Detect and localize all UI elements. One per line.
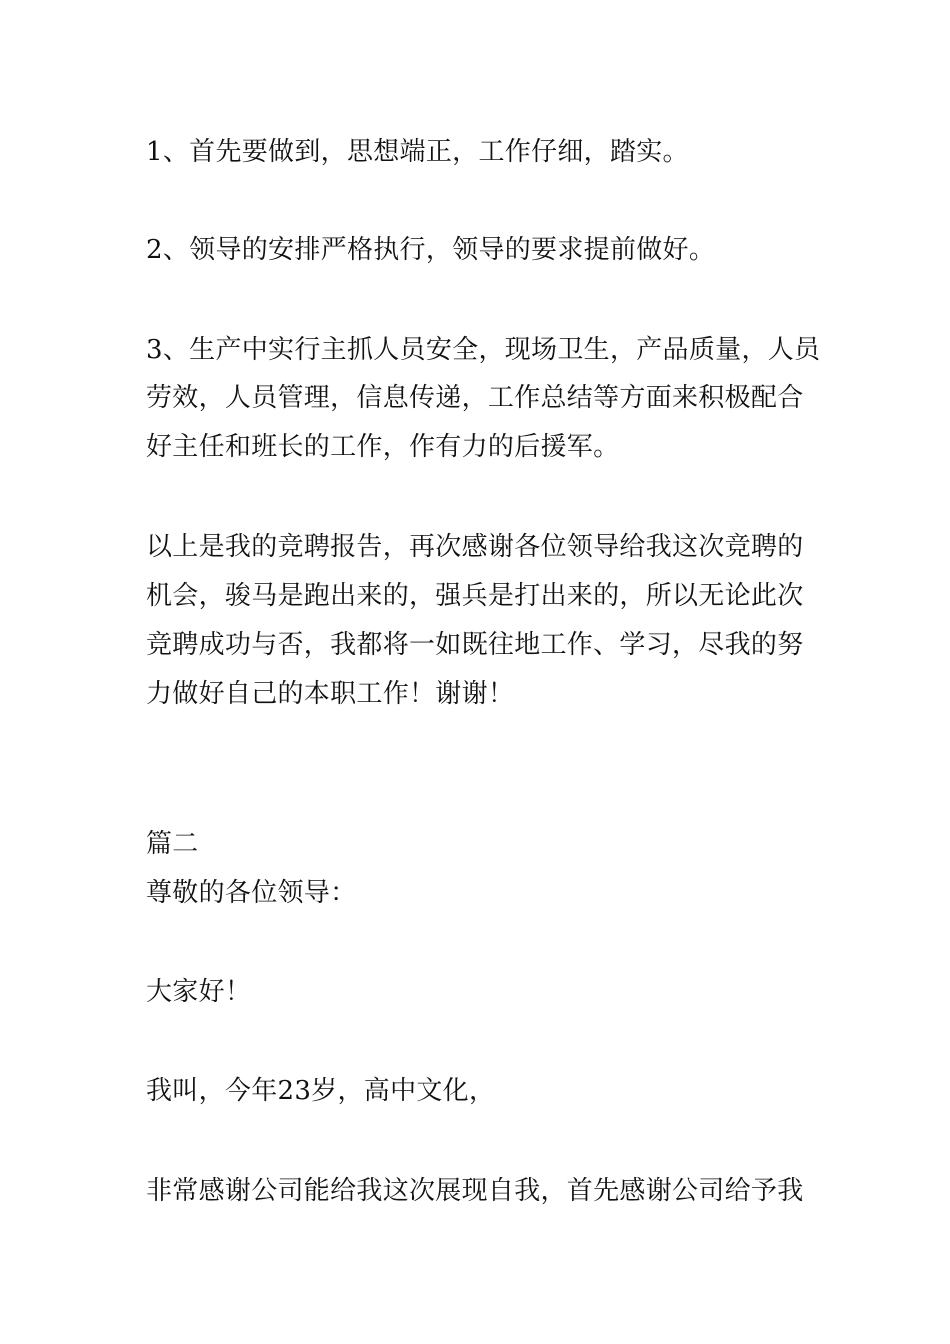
section-heading: 篇二	[146, 829, 199, 859]
list-item-2: 2、领导的安排严格执行，领导的要求提前做好。	[146, 235, 716, 265]
greeting: 大家好！	[146, 977, 252, 1007]
closing-paragraph-line-3: 竞聘成功与否，我都将一如既往地工作、学习，尽我的努	[146, 630, 804, 660]
list-item-1: 1、首先要做到，思想端正，工作仔细，踏实。	[146, 137, 689, 167]
intro-line: 我叫，今年23岁，高中文化，	[146, 1076, 496, 1106]
list-item-3-line-1: 3、生产中实行主抓人员安全，现场卫生，产品质量，人员	[146, 335, 821, 365]
closing-paragraph-line-4: 力做好自己的本职工作！谢谢！	[146, 679, 515, 709]
salutation: 尊敬的各位领导：	[146, 878, 357, 908]
closing-paragraph-line-2: 机会，骏马是跑出来的，强兵是打出来的，所以无论此次	[146, 581, 804, 611]
thanks-line: 非常感谢公司能给我这次展现自我，首先感谢公司给予我	[146, 1176, 804, 1206]
list-item-3-line-3: 好主任和班长的工作，作有力的后援军。	[146, 432, 620, 462]
list-item-3-line-2: 劳效，人员管理，信息传递，工作总结等方面来积极配合	[146, 383, 804, 413]
closing-paragraph-line-1: 以上是我的竞聘报告，再次感谢各位领导给我这次竞聘的	[146, 532, 804, 562]
